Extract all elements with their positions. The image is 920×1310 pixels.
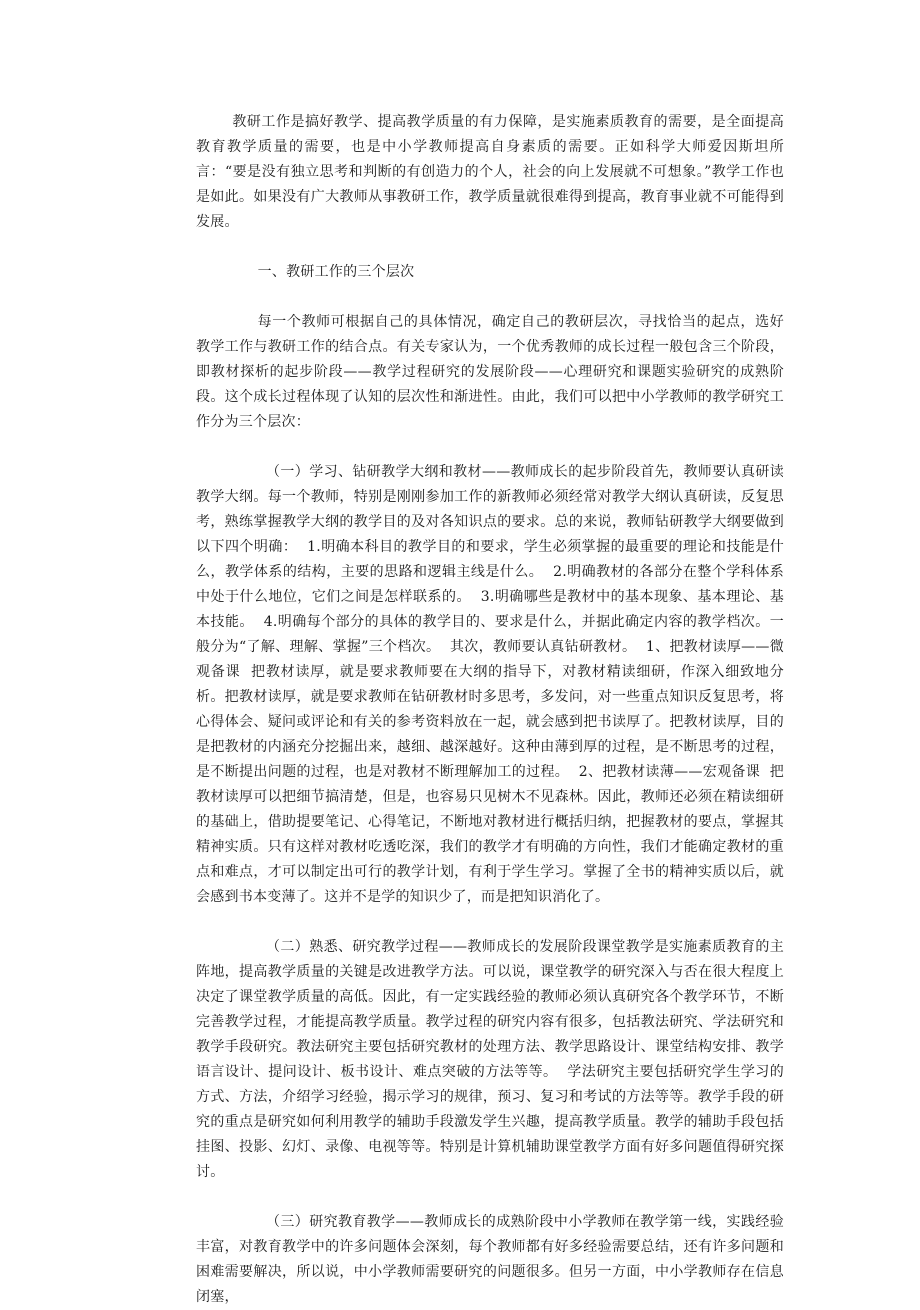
- stage-two-paragraph: （二）熟悉、研究教学过程——教师成长的发展阶段课堂教学是实施素质教育的主阵地，提高教学质量的关键是改进教学方法。可以说，课堂教学的研究深入与否在很大程度上决定了课堂教学质量的高低。因此，有一定实践经验的教师必须认真研究各个教学环节，不断完善教学过程，才能提高教学质量。教学过程的研究内容有很多，包括教法研究、学法研究和教学手段研究。教法研究主要包括研究教材的处理方法、教学思路设计、课堂结构安排、教学语言设计、提问设计、板书设计、难点突破的方法等等。 学法研究主要包括研究学生学习的方式、方法，介绍学习经验，揭示学习的规律，预习、复习和考试的方法等等。教学手段的研究的重点是研究如何利用教学的辅助手段激发学生兴趣，提高教学质量。教学的辅助手段包括挂图、投影、幻灯、录像、电视等等。特别是计算机辅助课堂教学方面有好多问题值得研究探讨。: [196, 939, 784, 1180]
- section-heading: 一、教研工作的三个层次: [257, 264, 415, 280]
- levels-paragraph: 每一个教师可根据自己的具体情况，确定自己的教研层次，寻找恰当的起点，选好教学工作与教研工作的结合点。有关专家认为，一个优秀教师的成长过程一般包含三个阶段，即教材探析的起步阶段——教学过程研究的发展阶段——心理研究和课题实验研究的成熟阶段。这个成长过程体现了认知的层次性和渐进性。由此，我们可以把中小学教师的教学研究工作分为三个层次：: [196, 314, 784, 430]
- document-body: [196, 110, 784, 1310]
- intro-paragraph: 教研工作是搞好教学、提高教学质量的有力保障，是实施素质教育的需要，是全面提高教育教学质量的需要，也是中小学教师提高自身素质的需要。正如科学大师爱因斯坦所言：“要是没有独立思考和判断的有创造力的个人，社会的向上发展就不可想象。”教学工作也是如此。如果没有广大教师从事教研工作，教学质量就很难得到提高，教育事业就不可能得到发展。: [196, 114, 784, 230]
- stage-three-paragraph: （三）研究教育教学——教师成长的成熟阶段中小学教师在教学第一线，实践经验丰富，对教育教学中的许多问题体会深刻，每个教师都有好多经验需要总结，还有许多问题和困难需要解决，所以说，中小学教师需要研究的问题很多。但另一方面，中小学教师存在信息闭塞，: [196, 1214, 784, 1305]
- stage-one-paragraph: （一）学习、钻研教学大纲和教材——教师成长的起步阶段首先，教师要认真研读教学大纲。每一个教师，特别是刚刚参加工作的新教师必须经常对教学大纲认真研读，反复思考，熟练掌握教学大纲的教学目的及对各知识点的要求。总的来说，教师钻研教学大纲要做到以下四个明确： 1.明确本科目的教学目的和要求，学生必须掌握的最重要的理论和技能是什么，教学体系的结构，主要的思路和逻辑主线是什么。 2.明确教材的各部分在整个学科体系中处于什么地位，它们之间是怎样联系的。 3.明确哪些是教材中的基本现象、基本理论、基本技能。 4.明确每个部分的具体的教学目的、要求是什么，并据此确定内容的教学档次。一般分为“了解、理解、掌握”三个档次。 其次，教师要认真钻研教材。 1、把教材读厚——微观备课 把教材读厚，就是要求教师要在大纲的指导下，对教材精读细研，作深入细致地分析。把教材读厚，就是要求教师在钻研教材时多思考，多发问，对一些重点知识反复思考，将心得体会、疑问或评论和有关的参考资料放在一起，就会感到把书读厚了。把教材读厚，目的是把教材的内涵充分挖掘出来，越细、越深越好。这种由薄到厚的过程，是不断思考的过程，是不断提出问题的过程，也是对教材不断理解加工的过程。 2、把教材读薄——宏观备课 把教材读厚可以把细节搞清楚，但是，也容易只见树木不见森林。因此，教师还必须在精读细研的基础上，借助提要笔记、心得笔记，不断地对教材进行概括归纳，把握教材的要点，掌握其精神实质。只有这样对教材吃透吃深，我们的教学才有明确的方向性，我们才能确定教材的重点和难点，才可以制定出可行的教学计划，有利于学生学习。掌握了全书的精神实质以后，就会感到书本变薄了。这并不是学的知识少了，而是把知识消化了。: [196, 464, 784, 905]
